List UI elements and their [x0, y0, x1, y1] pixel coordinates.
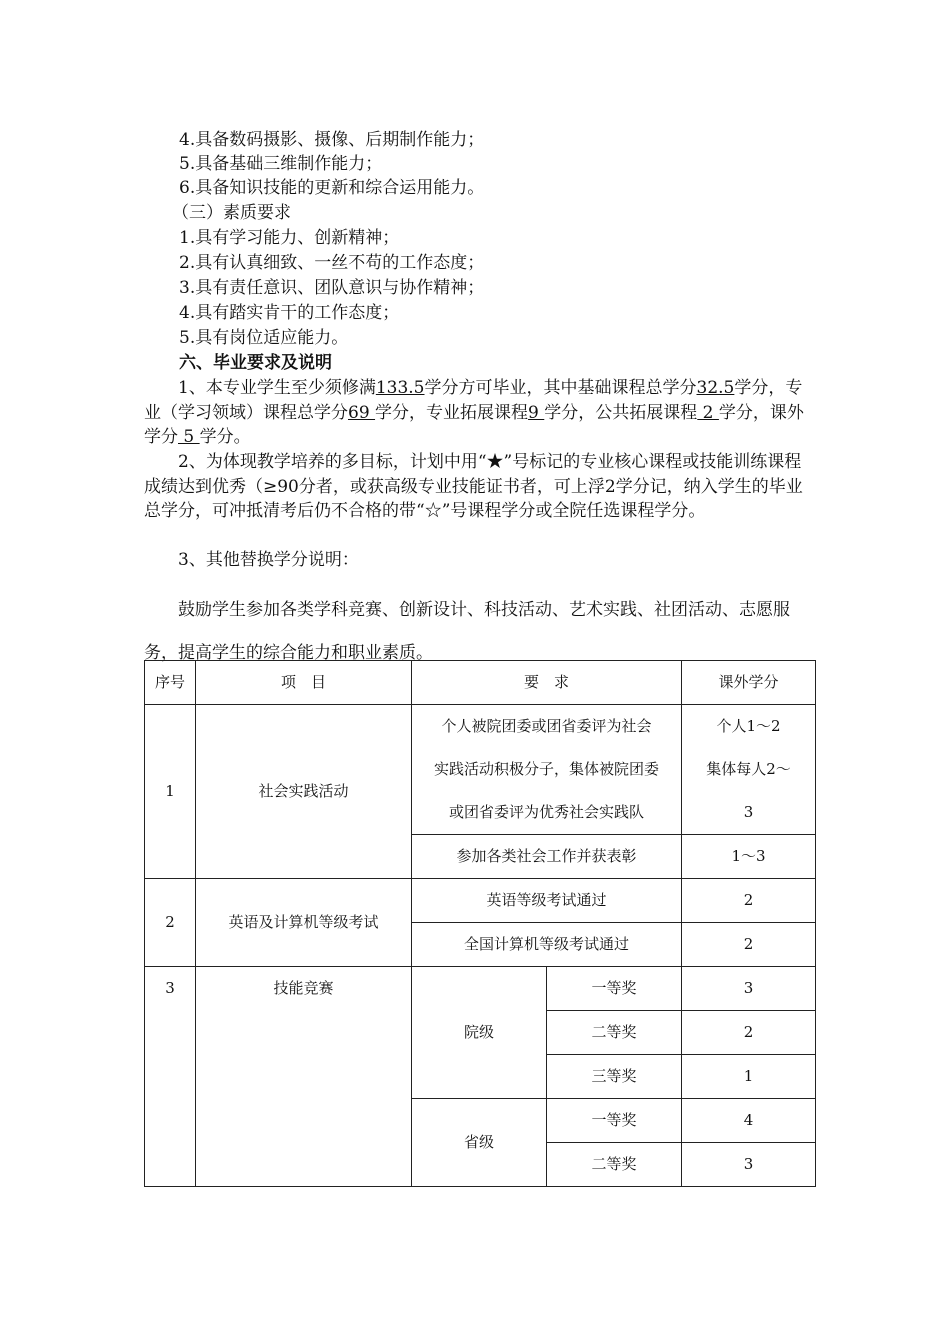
row-requirement: 个人被院团委或团省委评为社会 实践活动积极分子，集体被院团委 或团省委评为优秀社会实践队: [412, 705, 682, 835]
table-row: [145, 705, 816, 835]
header-requirement: 要 求: [412, 661, 682, 705]
prize: 二等奖: [547, 1143, 682, 1187]
prize-credit: 1: [682, 1055, 816, 1099]
prize-credit: 3: [682, 967, 816, 1011]
table-header-row: [145, 661, 816, 705]
quality-item-4: 4.具有踏实肯干的工作态度；: [179, 303, 400, 323]
level-college: 院级: [412, 967, 547, 1099]
section-heading: 六、毕业要求及说明: [179, 353, 332, 373]
level-province: 省级: [412, 1099, 547, 1187]
encourage-paragraph: 鼓励学生参加各类学科竞赛、创新设计、科技活动、艺术实践、社团活动、志愿服务，提高学生的综合能力和职业素质。: [144, 600, 790, 663]
extracurricular-credits: 5: [178, 427, 200, 447]
table-row: [145, 879, 816, 923]
row-requirement: 参加各类社会工作并获表彰: [412, 835, 682, 879]
quality-heading: （三）素质要求: [172, 203, 291, 223]
header-credit: 课外学分: [682, 661, 816, 705]
prize-credit: 2: [682, 1011, 816, 1055]
prize-credit: 4: [682, 1099, 816, 1143]
prize: 一等奖: [547, 1099, 682, 1143]
row-no: 3: [145, 967, 196, 1187]
quality-item-1: 1.具有学习能力、创新精神；: [179, 228, 400, 248]
public-credits: 2: [697, 402, 719, 423]
row-credit: 1～3: [682, 835, 816, 879]
prize: 一等奖: [547, 967, 682, 1011]
row-no: 2: [145, 879, 196, 967]
ability-item-6: 6.具备知识技能的更新和综合运用能力。: [179, 178, 485, 198]
prize-credit: 3: [682, 1143, 816, 1187]
graduation-credits-paragraph: 1、本专业学生至少须修满133.5学分方可毕业，其中基础课程总学分32.5学分，专业（学习领域）课程总学分69 学分，专业拓展课程9 学分，公共拓展课程 2 学分，课外学分 5 学分。: [144, 378, 804, 447]
row-item: 社会实践活动: [196, 705, 412, 879]
header-no: 序号: [145, 661, 196, 705]
row-item: 英语及计算机等级考试: [196, 879, 412, 967]
prize: 二等奖: [547, 1011, 682, 1055]
total-credits: 133.5: [375, 378, 425, 398]
row-credit: 2: [682, 879, 816, 923]
ability-item-4: 4.具备数码摄影、摄像、后期制作能力；: [179, 130, 485, 150]
row-requirement: 英语等级考试通过: [412, 879, 682, 923]
star-course-paragraph: 2、为体现教学培养的多目标，计划中用“★”号标记的专业核心课程或技能训练课程成绩达到优秀（≥90分者，或获高级专业技能证书者，可上浮2学分记，纳入学生的毕业总学分，可冲抵清考后仍不合格的带“☆”号课程学分或全院任选课程学分。: [144, 452, 803, 521]
extension-credits: 9: [528, 402, 545, 423]
row-credit: 2: [682, 923, 816, 967]
extracurricular-credits-table: [144, 660, 816, 1187]
ability-item-5: 5.具备基础三维制作能力；: [179, 154, 383, 174]
substitute-credits-heading: 3、其他替换学分说明：: [178, 550, 359, 570]
quality-item-3: 3.具有责任意识、团队意识与协作精神；: [179, 278, 485, 298]
row-item: 技能竞赛: [196, 967, 412, 1187]
table-row: [145, 967, 816, 1011]
quality-item-2: 2.具有认真细致、一丝不苟的工作态度；: [179, 253, 485, 273]
major-credits: 69: [348, 402, 376, 423]
basic-credits: 32.5: [696, 378, 735, 398]
quality-item-5: 5.具有岗位适应能力。: [179, 328, 349, 348]
row-no: 1: [145, 705, 196, 879]
prize: 三等奖: [547, 1055, 682, 1099]
row-requirement: 全国计算机等级考试通过: [412, 923, 682, 967]
header-item: 项 目: [196, 661, 412, 705]
row-credit: 个人1～2 集体每人2～ 3: [682, 705, 816, 835]
